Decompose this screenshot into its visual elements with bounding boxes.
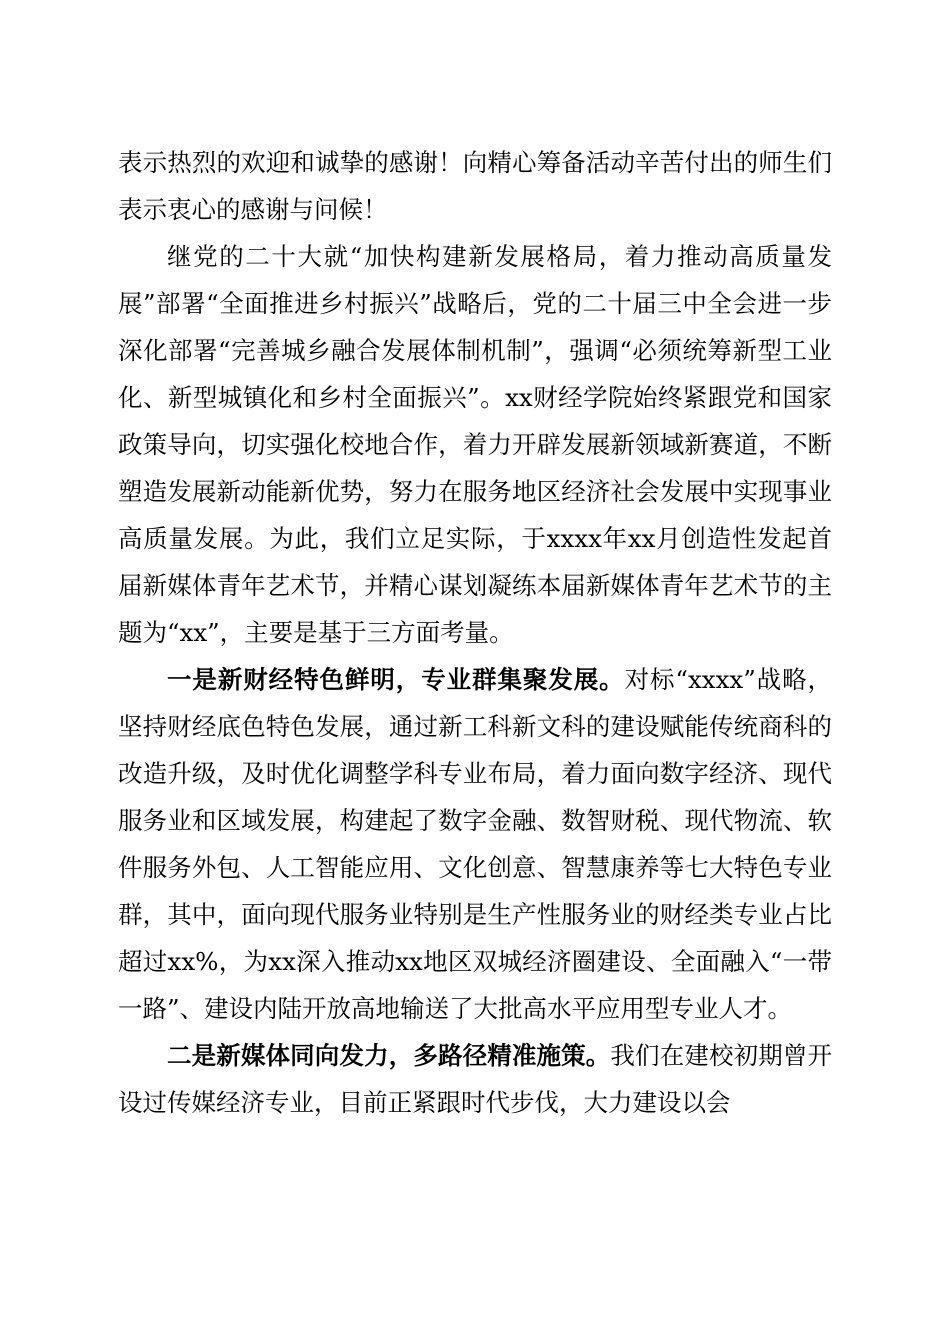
paragraph-3-text: 对标“xxxx”战略，坚持财经底色特色发展，通过新工科新文科的建设赋能传统商科的改造升级，及时优化调整学科专业布局，着力面向数字经济、现代服务业和区域发展，构建起了数字金融、数智财税、现代物流、软件服务外包、人工智能应用、文化创意、智慧康养等七大特色专业群，其中，面向现代服务业特别是生产性服务业的财经类专业占比超过xx%，为xx深入推动xx地区双城经济圈建设、全面融入“一带一路”、建设内陆开放高地输送了大批高水平应用型专业人才。 [118,665,832,1023]
document-body [118,139,832,1126]
paragraph-4-lead: 二是新媒体同向发力，多路径精准施策。 [167,1041,611,1070]
paragraph-4 [118,1032,832,1126]
paragraph-3-lead: 一是新财经特色鲜明，专业群集聚发展。 [167,665,625,694]
paragraph-3 [118,656,832,1032]
paragraph-4-text: 我们在建校初期曾开设过传媒经济专业，目前正紧跟时代步伐，大力建设以会 [118,1041,832,1117]
paragraph-1 [118,139,832,233]
paragraph-2-text: 继党的二十大就“加快构建新发展格局，着力推动高质量发展”部署“全面推进乡村振兴”战略后，党的二十届三中全会进一步深化部署“完善城乡融合发展体制机制”，强调“必须统筹新型工业化、新型城镇化和乡村全面振兴”。xx财经学院始终紧跟党和国家政策导向，切实强化校地合作，着力开辟发展新领域新赛道，不断塑造发展新动能新优势，努力在服务地区经济社会发展中实现事业高质量发展。为此，我们立足实际，于xxxx年xx月创造性发起首届新媒体青年艺术节，并精心谋划凝练本届新媒体青年艺术节的主题为“xx”，主要是基于三方面考量。 [118,242,832,647]
paragraph-2 [118,233,832,656]
paragraph-1-text: 表示热烈的欢迎和诚挚的感谢！向精心筹备活动辛苦付出的师生们表示衷心的感谢与问候！ [118,148,832,224]
